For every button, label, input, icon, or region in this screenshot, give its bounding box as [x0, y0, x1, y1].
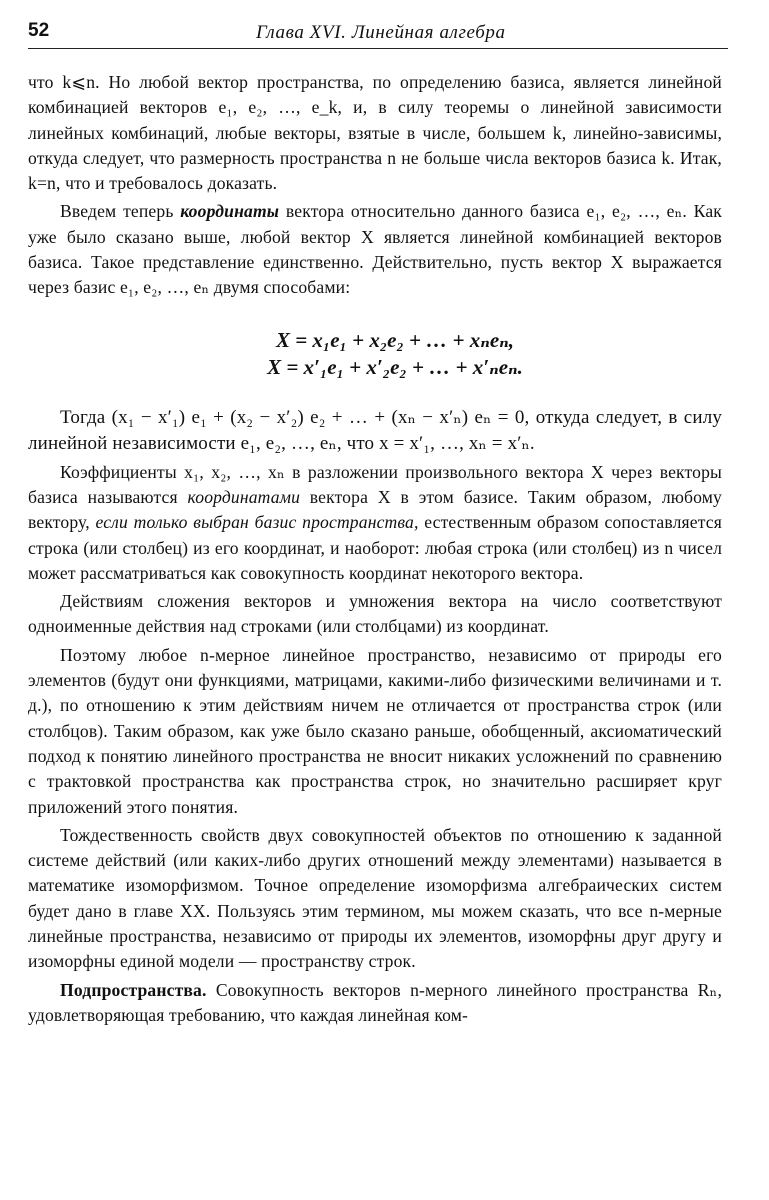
- text-run: вектора X в этом базисе. Таким образом, любому вектору,: [28, 486, 722, 533]
- paragraph-proof-end: что k⩽n. Но любой вектор пространства, по определению базиса, является линейной комбинацией векторов e₁, e₂, …, e_k, и, в силу теоремы о линейной зависимости линейных комбинаций, любые векторы, взятые в числе, большем k, линейно-зависимы, откуда следует, что размерность пространства n не больше числа векторов базиса k. Итак, k=n, что и требовалось доказать.: [28, 72, 722, 194]
- paragraph-coefficients: [28, 460, 722, 586]
- page-body: [28, 70, 722, 1028]
- paragraph-n-dimensional: Поэтому любое n-мерное линейное пространство, независимо от природы его элементов (будут они функциями, матрицами, какими-либо физическими величинами и т. д.), по отношению к этим действиям ничем не отличается от пространства строк (или столбцов). Таким образом, как уже было сказано раньше, обобщенный, аксиоматический подход к понятию линейного пространства не вносит никаких усложнений по сравнению с трактовкой пространства как пространства строк, но значительно расширяет круг приложений этого понятия.: [28, 644, 722, 817]
- paragraph-operations: Действиям сложения векторов и умножения вектора на число соответствуют одноименные действия над строками (или столбцами) из координат.: [28, 591, 722, 637]
- paragraph-uniqueness: Тогда (x₁ − x′₁) e₁ + (x₂ − x′₂) e₂ + … + (xₙ − x′ₙ) eₙ = 0, откуда следует, в силу линейной независимости e₁, e₂, …, eₙ, что x = x′₁, …, xₙ = x′ₙ.: [28, 406, 722, 454]
- paragraph-subspaces: [28, 978, 722, 1029]
- formula-line-1: X = x₁e₁ + x₂e₂ + … + xₙeₙ,: [275, 327, 515, 352]
- running-title: Глава XVI. Линейная алгебра: [256, 22, 506, 43]
- emphasis-basis: если только выбран базис пространства,: [95, 512, 419, 533]
- text-run: Совокупность векторов n-мерного линейного пространства Rₙ, удовлетворяющая требованию, что каждая линейная ком-: [28, 979, 722, 1025]
- formula-line-2: X = x′₁e₁ + x′₂e₂ + … + x′ₙeₙ.: [267, 354, 523, 379]
- text-run: естественным образом сопоставляется строка (или столбец) из его координат, и наоборот: любая строка (или столбец) из n чисел может рассматриваться как совокупность координат некоторого вектора.: [28, 512, 722, 583]
- term-coordinates: координаты: [180, 201, 280, 222]
- term-coordinates-2: координатами: [187, 486, 301, 507]
- text-run: Введем теперь: [60, 201, 181, 222]
- page-number: 52: [28, 20, 50, 41]
- running-header: [28, 18, 728, 49]
- display-formulas: [28, 327, 722, 381]
- paragraph-isomorphism: Тождественность свойств двух совокупностей объектов по отношению к заданной системе действий (или каких-либо других отношений между элементами) называется в математике изоморфизмом. Точное определение изоморфизма алгебраических систем будет дано в главе XX. Пользуясь этим термином, мы можем сказать, что все n-мерные линейные пространства, независимо от природы их элементов, изоморфны друг другу и изоморфны единой модели — пространству строк.: [28, 824, 722, 972]
- text-run: Коэффициенты x₁, x₂, …, xₙ в разложении произвольного вектора X через векторы базиса называются: [28, 461, 722, 507]
- text-run: вектора относительно данного базиса e₁, e₂, …, eₙ. Как уже было сказано выше, любой вектор X является линейной комбинацией векторов базиса. Такое представление единственно. Действительно, пусть вектор X выражается через базис e₁, e₂, …, eₙ двумя способами:: [28, 201, 722, 298]
- heading-subspaces: Подпространства.: [60, 979, 207, 1000]
- paragraph-coordinates-intro: [28, 199, 722, 300]
